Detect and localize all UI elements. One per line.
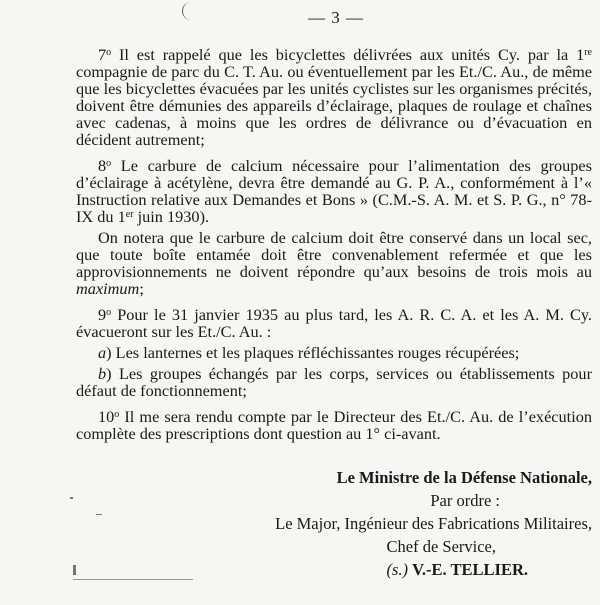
paragraph-text: ) Les groupes échangés par les corps, services ou établissements pour défaut de fonctionnement; — [76, 364, 592, 400]
paragraph-text: compagnie de parc du C. T. Au. ou éventuellement par les Et./C. Au., de même que les bicyclettes évacuées par les unités cyclistes sur les organismes précités, doivent être démunies des appareils d’éclairage, plaques de roulage et chaînes avec cadenas, à moins que les ordres de délivrance ou d’évacuation en décident autrement; — [76, 62, 592, 149]
paragraph-9 — [76, 306, 592, 340]
paragraph-text: Pour le 31 janvier 1935 au plus tard, les A. R. C. A. et les A. M. Cy. évacueront sur les Et./C. Au. : — [76, 305, 592, 341]
paragraph-10 — [76, 408, 592, 442]
ordinal-mark: o — [106, 307, 112, 318]
paragraph-number: 7 — [98, 45, 107, 64]
signatory-name: V.-E. TELLIER. — [412, 560, 528, 579]
paragraph-9b — [76, 365, 592, 399]
signature-prefix: (s.) — [386, 560, 409, 579]
signature-order: Par ordre : — [430, 491, 500, 510]
scan-speck — [70, 497, 73, 499]
ordinal-mark: re — [584, 47, 592, 58]
ordinal-mark: o — [106, 47, 112, 58]
item-label: b — [98, 364, 107, 383]
paragraph-8 — [76, 157, 592, 225]
scan-speck — [73, 565, 76, 575]
ordinal-mark: er — [125, 209, 134, 220]
paragraph-text: ; — [139, 279, 144, 298]
paragraph-number: 8 — [98, 156, 107, 175]
paragraph-8-note — [76, 229, 592, 297]
paragraph-7 — [76, 46, 592, 148]
signature-block — [230, 466, 592, 581]
paragraph-9a — [76, 344, 592, 361]
signature-title: Le Ministre de la Défense Nationale, — [336, 468, 592, 487]
signature-role: Chef de Service, — [386, 537, 496, 556]
paragraph-text: Le carbure de calcium nécessaire pour l’alimentation des groupes d’éclairage à acétylène, devra être demandé au G. P. A., conformément à l’« Instruction relative aux Demandes et Bons » (C.M.-S. A. M. et S. P. G., n° 78-IX du 1 — [76, 156, 592, 226]
signature-name-line — [230, 558, 592, 581]
ordinal-mark: o — [114, 409, 120, 420]
paragraph-text: juin 1930). — [133, 207, 210, 226]
paragraph-text: Il est rappelé que les bicyclettes délivrées aux unités Cy. par la 1 — [111, 45, 585, 64]
paragraph-text: On notera que le carbure de calcium doit être conservé dans un local sec, que toute boîte entamée doit être convenablement refermée et que les approvisionnements ne doivent répondre qu’aux besoins de trois mois au — [76, 228, 592, 281]
emphasis-text: maximum — [76, 279, 140, 298]
scan-mark — [182, 2, 193, 20]
paragraph-text: ) Les lanternes et les plaques réfléchissantes rouges récupérées; — [106, 343, 520, 362]
page-number: — 3 — — [308, 8, 364, 27]
document-body — [76, 46, 592, 442]
paragraph-text: Il me sera rendu compte par le Directeur des Et./C. Au. de l’exécution complète des prescriptions dont question au 1° ci-avant. — [76, 407, 592, 443]
ordinal-mark: o — [106, 158, 112, 169]
paragraph-number: 10 — [98, 407, 115, 426]
scan-speck — [73, 579, 193, 580]
paragraph-number: 9 — [98, 305, 107, 324]
item-label: a — [98, 343, 107, 362]
signature-rank: Le Major, Ingénieur des Fabrications Militaires, — [275, 514, 592, 533]
scan-speck — [96, 514, 102, 515]
